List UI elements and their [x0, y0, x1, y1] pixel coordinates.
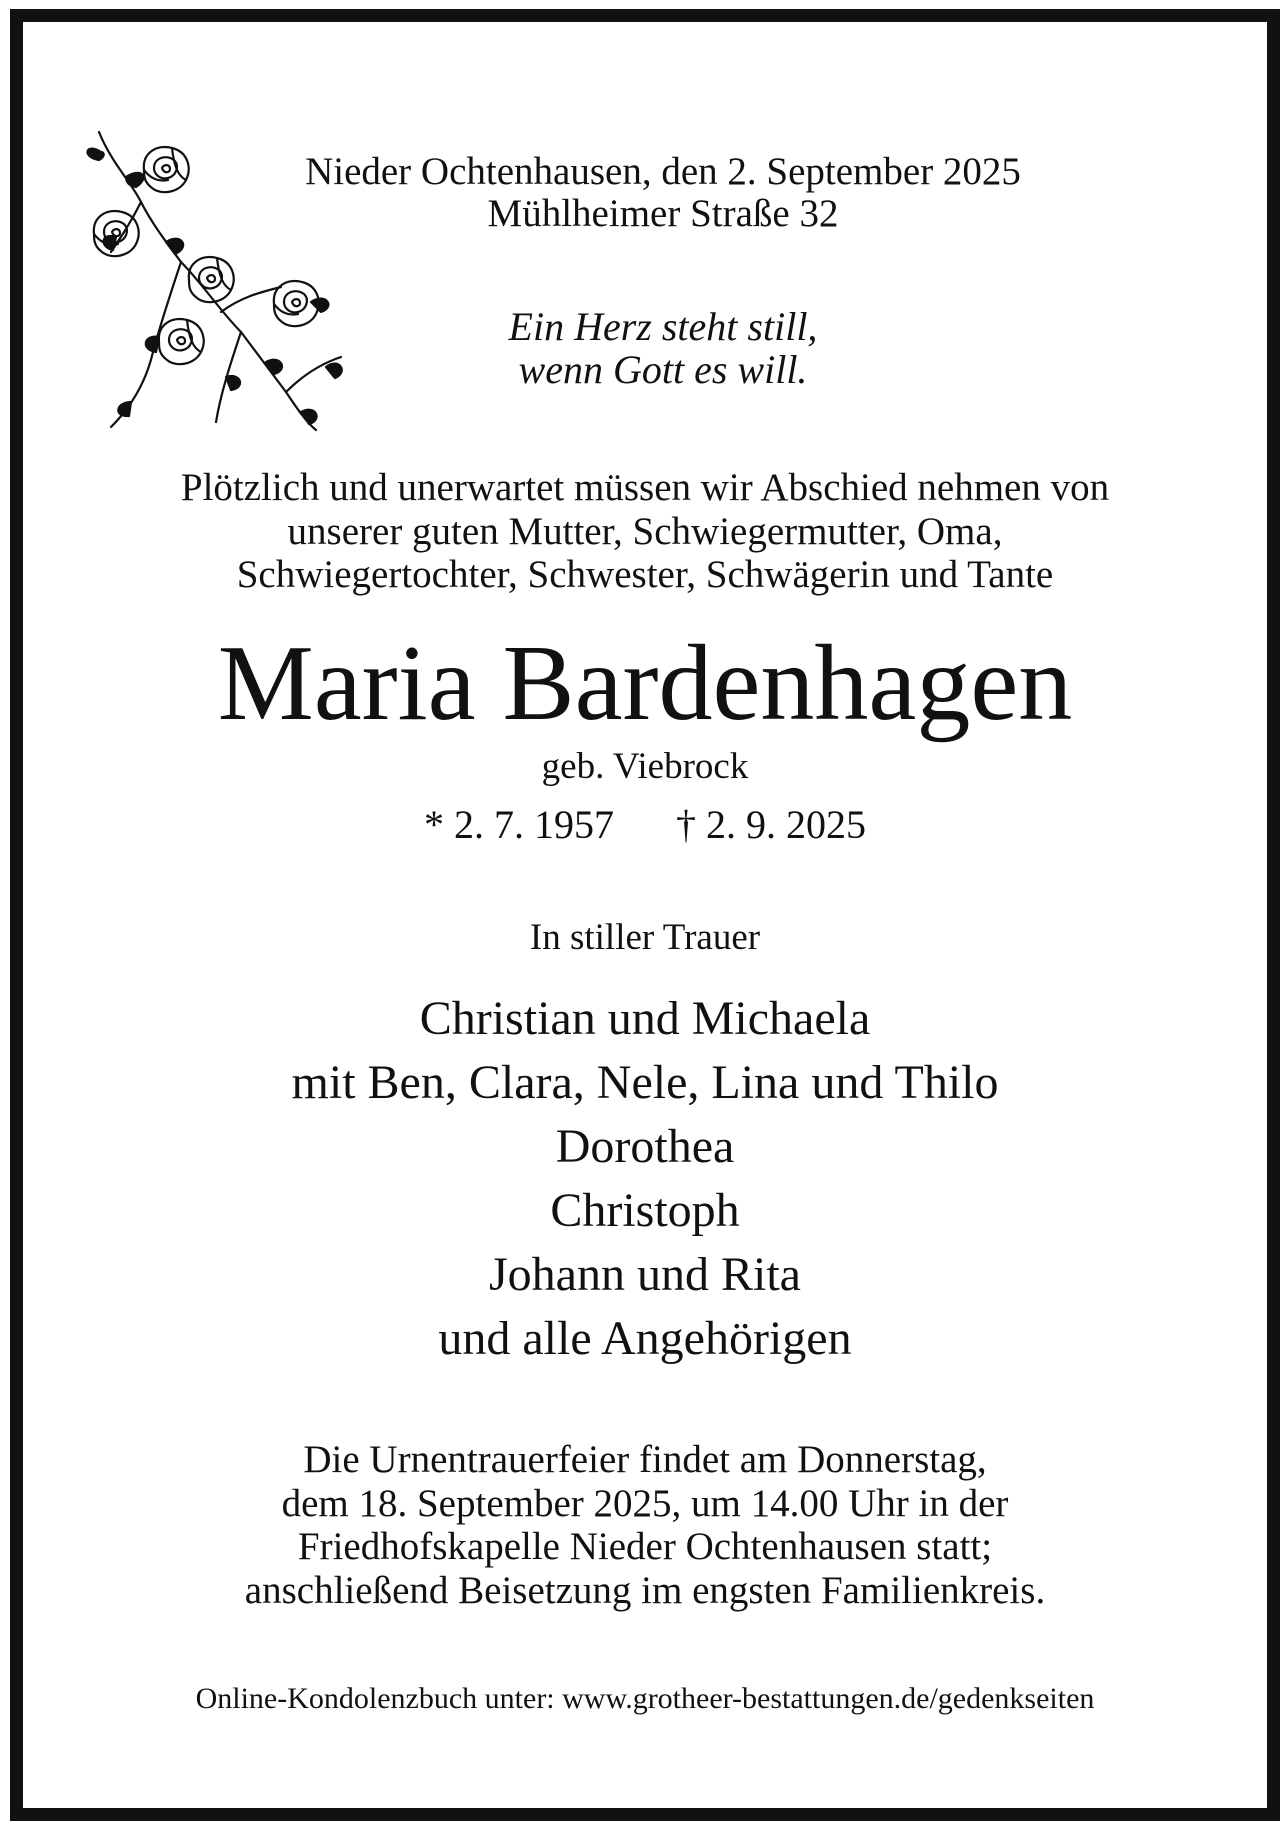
mourner-line: Johann und Rita: [489, 1248, 801, 1301]
birth-date: * 2. 7. 1957: [424, 802, 614, 847]
mourner-line: Christoph: [550, 1184, 740, 1237]
service-line: anschließend Beisetzung im engsten Familienkreis.: [244, 1569, 1046, 1612]
obituary-notice: [10, 9, 1280, 1821]
motto-line: Ein Herz steht still,: [508, 304, 818, 349]
life-dates: [23, 802, 1267, 847]
street-address: Mühlheimer Straße 32: [487, 192, 839, 235]
mourner-line: Dorothea: [555, 1120, 735, 1173]
place-and-date: Nieder Ochtenhausen, den 2. September 2025: [305, 150, 1021, 193]
deceased-name: Maria Bardenhagen: [217, 624, 1073, 743]
mourner-line: mit Ben, Clara, Nele, Lina und Thilo: [291, 1056, 999, 1109]
condolence-book-link: Online-Kondolenzbuch unter: www.grotheer-bestattungen.de/gedenkseiten: [195, 1682, 1095, 1715]
death-date: † 2. 9. 2025: [676, 802, 866, 847]
mourning-intro: In stiller Trauer: [529, 917, 761, 958]
maiden-name: geb. Viebrock: [541, 746, 749, 787]
mourner-line: und alle Angehörigen: [438, 1312, 852, 1365]
intro-line: Plötzlich und unerwartet müssen wir Abschied nehmen von: [180, 466, 1110, 509]
motto-line: wenn Gott es will.: [518, 347, 808, 392]
service-line: Die Urnentrauerfeier findet am Donnerstag,: [303, 1438, 987, 1481]
intro-line: Schwiegertochter, Schwester, Schwägerin und Tante: [236, 553, 1054, 596]
service-line: Friedhofskapelle Nieder Ochtenhausen statt;: [297, 1525, 993, 1568]
mourner-line: Christian und Michaela: [419, 992, 871, 1045]
service-line: dem 18. September 2025, um 14.00 Uhr in der: [281, 1482, 1009, 1525]
intro-line: unserer guten Mutter, Schwiegermutter, Oma,: [287, 510, 1003, 553]
